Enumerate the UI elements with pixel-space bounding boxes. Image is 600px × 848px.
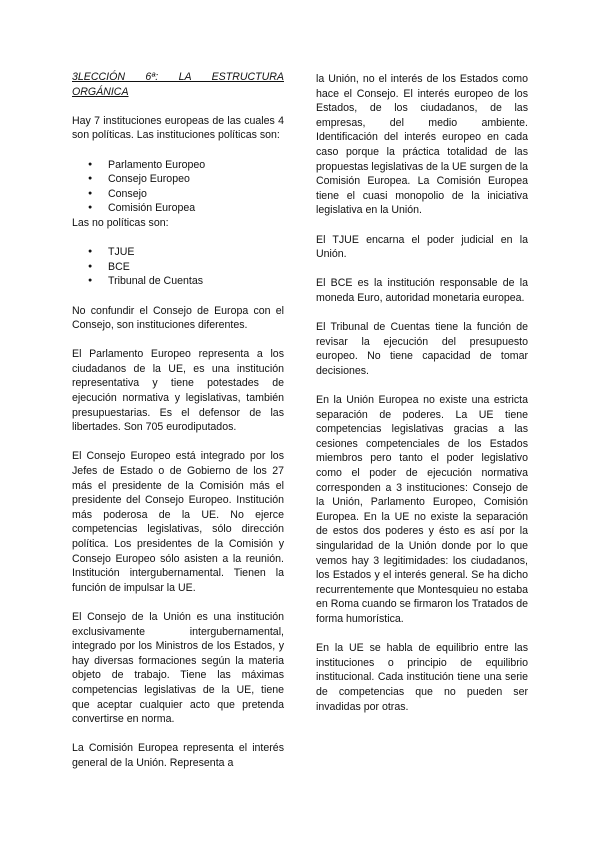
list-item: ● Parlamento Europeo [88, 158, 284, 173]
nonpolitical-label: Las no políticas son: [72, 216, 169, 229]
paragraph: El TJUE encarna el poder judicial en la Unión. [316, 233, 528, 261]
paragraph: El Parlamento Europeo representa a los ciudadanos de la UE, es una institución representativa y tiene potestades de ejecución normativa y legislativas, también presupuestarias. Es el defensor de las libertades. Son 705 eurodiputados. [72, 348, 284, 434]
list-item: ● Tribunal de Cuentas [88, 274, 284, 289]
paragraph: El Tribunal de Cuentas tiene la función de revisar la ejecución del presupuesto europeo. No tiene capacidad de tomar decisiones. [316, 321, 528, 377]
spacer [72, 289, 284, 304]
paragraph: la Unión, no el interés de los Estados como hace el Consejo. El interés europeo de los Estados, de los ciudadanos, de las empresas, del medio ambiente. Identificación del interés europeo en cada caso porque la práctica totalidad de las propuestas legislativas de la UE surgen de la Comisión Europea. La Comisión Europea tiene el cuasi monopolio de la iniciativa legislativa en la Unión. [316, 73, 528, 217]
paragraph: El BCE es la institución responsable de la moneda Euro, autoridad monetaria europea. [316, 277, 528, 304]
nonpolitical-institutions-list [72, 245, 284, 289]
paragraph: No confundir el Consejo de Europa con el Consejo, son instituciones diferentes. [72, 304, 284, 332]
list-item: ● Consejo [88, 187, 284, 202]
paragraph: La Comisión Europea representa el interés general de la Unión. Representa a [72, 742, 284, 769]
left-column [72, 70, 284, 785]
right-column [316, 72, 528, 729]
list-item: ● TJUE [88, 245, 284, 260]
paragraph: El Consejo Europeo está integrado por los Jefes de Estado o de Gobierno de los 27 más el presidente de la Comisión más el presidente del Consejo Europeo. Institución más poderosa de la UE. No ejerce competencias legislativas, sólo dirección política. Los presidentes de la Comisión y Consejo Europeo sólo asisten a la reunión. Institución intergubernamental. Tienen la función de impulsar la UE. [72, 450, 284, 594]
list-item: ● Consejo Europeo [88, 172, 284, 187]
lesson-heading: 3LECCIÓN 6ª: LA ESTRUCTURA ORGÁNICA [72, 71, 284, 98]
paragraph: En la Unión Europea no existe una estricta separación de poderes. La UE tiene competencias legislativas gracias a las cesiones competenciales de los Estados miembros pero tanto el poder legislativo como el poder de ejecución normativa corresponden a 3 instituciones: Consejo de la Unión, Parlamento Europeo, Comisión Europea. En la UE no existe la separación de estos dos poderes y ésto es así por la singularidad de la Unión donde por lo que vemos hay 3 legitimidades: los ciudadanos, los Estados y el interés general. Se ha dicho recurrentemente que Montesquieu no estaba en Roma cuando se firmaron los Tratados de forma humorística. [316, 394, 528, 625]
intro-text: Hay 7 instituciones europeas de las cuales 4 son políticas. Las instituciones políticas son: [72, 114, 284, 142]
political-institutions-list [72, 158, 284, 216]
paragraph: En la UE se habla de equilibrio entre las instituciones o principio de equilibrio institucional. Cada institución tiene una serie de competencias que no pueden ser invadidas por otras. [316, 642, 528, 713]
list-item: ● BCE [88, 260, 284, 275]
list-item: ● Comisión Europea [88, 201, 284, 216]
paragraph: El Consejo de la Unión es una institución exclusivamente intergubernamental, integrado por los Ministros de los Estados, y hay diversas formaciones según la materia objeto de trabajo. Tiene las máximas competencias legislativas de la UE, tiene que aceptar cualquier acto que pretenda convertirse en norma. [72, 610, 284, 726]
